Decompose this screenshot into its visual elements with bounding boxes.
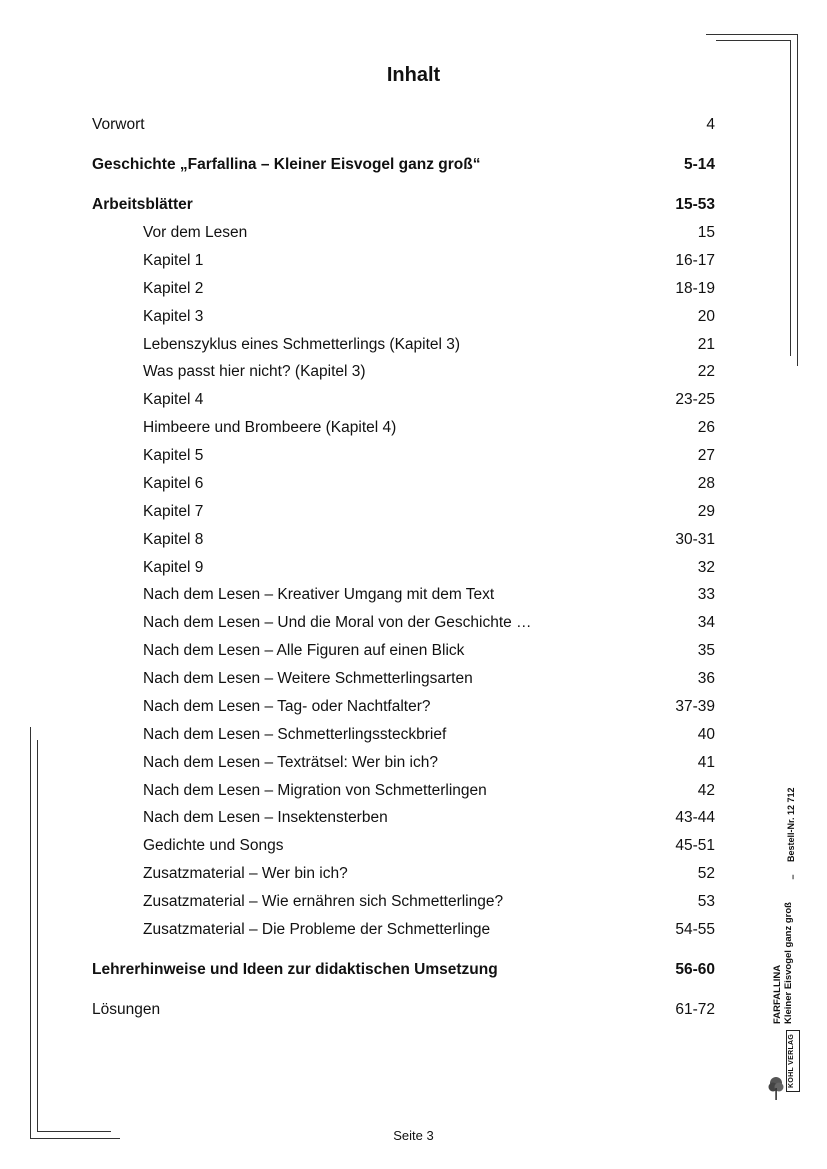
frame-line-left-inner xyxy=(37,740,38,1132)
toc-entry xyxy=(143,612,715,634)
toc-entry xyxy=(143,250,715,272)
toc-entry-page: 53 xyxy=(697,893,715,910)
toc-entry-page: 22 xyxy=(697,363,715,380)
toc-entry-page: 33 xyxy=(697,586,715,603)
toc-entry xyxy=(143,529,715,551)
publisher-logo xyxy=(768,1030,802,1102)
toc-entry-page: 26 xyxy=(697,419,715,436)
toc-entry-page: 52 xyxy=(697,865,715,882)
toc-entry xyxy=(92,959,715,981)
toc-entry-title: Kapitel 7 xyxy=(143,503,204,520)
toc-entry-title: Himbeere und Brombeere (Kapitel 4) xyxy=(143,419,397,436)
toc-entry-title: Vor dem Lesen xyxy=(143,224,248,241)
toc-entry-title: Zusatzmaterial – Wie ernähren sich Schmetterlinge? xyxy=(143,893,504,910)
toc-entry-title: Kapitel 6 xyxy=(143,475,204,492)
toc-entry xyxy=(143,863,715,885)
toc-entry-title: Nach dem Lesen – Alle Figuren auf einen Blick xyxy=(143,642,465,659)
toc-entry-title: Kapitel 4 xyxy=(143,391,204,408)
toc-entry xyxy=(143,752,715,774)
toc-entry-title: Kapitel 1 xyxy=(143,252,204,269)
toc-entry-page: 18-19 xyxy=(675,280,715,297)
page-title: Inhalt xyxy=(386,64,441,86)
toc-entry-page: 30-31 xyxy=(675,531,715,548)
toc-entry xyxy=(143,417,715,439)
toc-entry xyxy=(143,389,715,411)
toc-entry-title: Gedichte und Songs xyxy=(143,837,284,854)
toc-entry-page: 21 xyxy=(697,336,715,353)
toc-entry xyxy=(143,306,715,328)
toc-entry-title: Nach dem Lesen – Texträtsel: Wer bin ich? xyxy=(143,754,438,771)
toc-entry-title: Nach dem Lesen – Migration von Schmetterlingen xyxy=(143,782,487,799)
toc-entry-page: 35 xyxy=(697,642,715,659)
toc-entry-title: Zusatzmaterial – Wer bin ich? xyxy=(143,865,348,882)
toc-entry xyxy=(143,278,715,300)
toc-entry-title: Kapitel 3 xyxy=(143,308,204,325)
toc-entry-page: 40 xyxy=(697,726,715,743)
toc-entry xyxy=(143,780,715,802)
toc-entry xyxy=(143,584,715,606)
toc-entry-page: 27 xyxy=(697,447,715,464)
toc-entry-title: Kapitel 9 xyxy=(143,559,204,576)
toc-entry xyxy=(143,473,715,495)
toc-entry-page: 5-14 xyxy=(683,156,715,173)
tree-icon xyxy=(768,1074,786,1102)
toc-entry-title: Geschichte „Farfallina – Kleiner Eisvogel ganz groß“ xyxy=(92,156,481,173)
toc-entry-page: 28 xyxy=(697,475,715,492)
toc-entry xyxy=(143,891,715,913)
toc-entry-page: 16-17 xyxy=(675,252,715,269)
frame-line-left xyxy=(30,727,31,1139)
toc-entry xyxy=(143,696,715,718)
toc-entry-page: 41 xyxy=(697,754,715,771)
toc-entry-page: 20 xyxy=(697,308,715,325)
toc-entry-page: 54-55 xyxy=(675,921,715,938)
toc-entry-title: Nach dem Lesen – Weitere Schmetterlingsarten xyxy=(143,670,473,687)
toc-entry-title: Kapitel 8 xyxy=(143,531,204,548)
toc-entry xyxy=(92,154,715,176)
toc-entry-page: 42 xyxy=(697,782,715,799)
page-number: Seite 3 xyxy=(393,1128,434,1143)
toc-entry-title: Nach dem Lesen – Kreativer Umgang mit dem Text xyxy=(143,586,495,603)
toc-entry xyxy=(143,445,715,467)
toc-entry-page: 37-39 xyxy=(675,698,715,715)
toc-entry-title: Vorwort xyxy=(92,116,145,133)
frame-line-right-inner xyxy=(790,40,791,356)
toc-entry xyxy=(143,334,715,356)
toc-entry-page: 45-51 xyxy=(675,837,715,854)
toc-entry-title: Zusatzmaterial – Die Probleme der Schmetterlinge xyxy=(143,921,491,938)
toc-entry-title: Arbeitsblätter xyxy=(92,196,193,213)
toc-entry-title: Nach dem Lesen – Schmetterlingssteckbrief xyxy=(143,726,447,743)
toc-entry xyxy=(143,640,715,662)
toc-entry xyxy=(143,835,715,857)
toc-entry xyxy=(143,668,715,690)
toc-entry xyxy=(143,724,715,746)
toc-entry-page: 15 xyxy=(697,224,715,241)
side-book-title: Kleiner Eisvogel ganz groß xyxy=(783,902,794,1024)
toc-entry xyxy=(143,807,715,829)
toc-entry-page: 15-53 xyxy=(675,196,715,213)
toc-entry-title: Lehrerhinweise und Ideen zur didaktischen Umsetzung xyxy=(92,961,498,978)
toc-entry xyxy=(143,361,715,383)
toc-entry-page: 32 xyxy=(697,559,715,576)
toc-entry xyxy=(143,222,715,244)
side-order-number: Bestell-Nr. 12 712 xyxy=(786,787,796,862)
toc-entry xyxy=(92,114,715,136)
side-separator: – xyxy=(787,874,798,880)
publisher-name: KOHL VERLAG xyxy=(788,1033,795,1088)
toc-entry xyxy=(143,919,715,941)
toc-entry-title: Lösungen xyxy=(92,1001,161,1018)
side-series-title: FARFALLINA xyxy=(772,964,783,1024)
toc-entry-title: Kapitel 2 xyxy=(143,280,204,297)
toc-entry-page: 61-72 xyxy=(675,1001,715,1018)
toc-entry-page: 34 xyxy=(697,614,715,631)
toc-entry-page: 29 xyxy=(697,503,715,520)
frame-line-top-inner xyxy=(716,40,790,41)
toc-entry-page: 56-60 xyxy=(675,961,715,978)
toc-entry-page: 43-44 xyxy=(675,809,715,826)
toc-entry xyxy=(143,501,715,523)
toc-entry-title: Lebenszyklus eines Schmetterlings (Kapitel 3) xyxy=(143,336,461,353)
toc-entry xyxy=(143,557,715,579)
toc-entry xyxy=(92,194,715,216)
toc-entry-title: Nach dem Lesen – Tag- oder Nachtfalter? xyxy=(143,698,431,715)
frame-line-top xyxy=(706,34,798,35)
toc-entry xyxy=(92,999,715,1021)
toc-entry-page: 23-25 xyxy=(675,391,715,408)
toc-entry-title: Nach dem Lesen – Insektensterben xyxy=(143,809,388,826)
toc-entry-page: 4 xyxy=(706,116,715,133)
toc-entry-title: Kapitel 5 xyxy=(143,447,204,464)
toc-entry-title: Nach dem Lesen – Und die Moral von der Geschichte … xyxy=(143,614,532,631)
toc-entry-title: Was passt hier nicht? (Kapitel 3) xyxy=(143,363,366,380)
toc-entry-page: 36 xyxy=(697,670,715,687)
